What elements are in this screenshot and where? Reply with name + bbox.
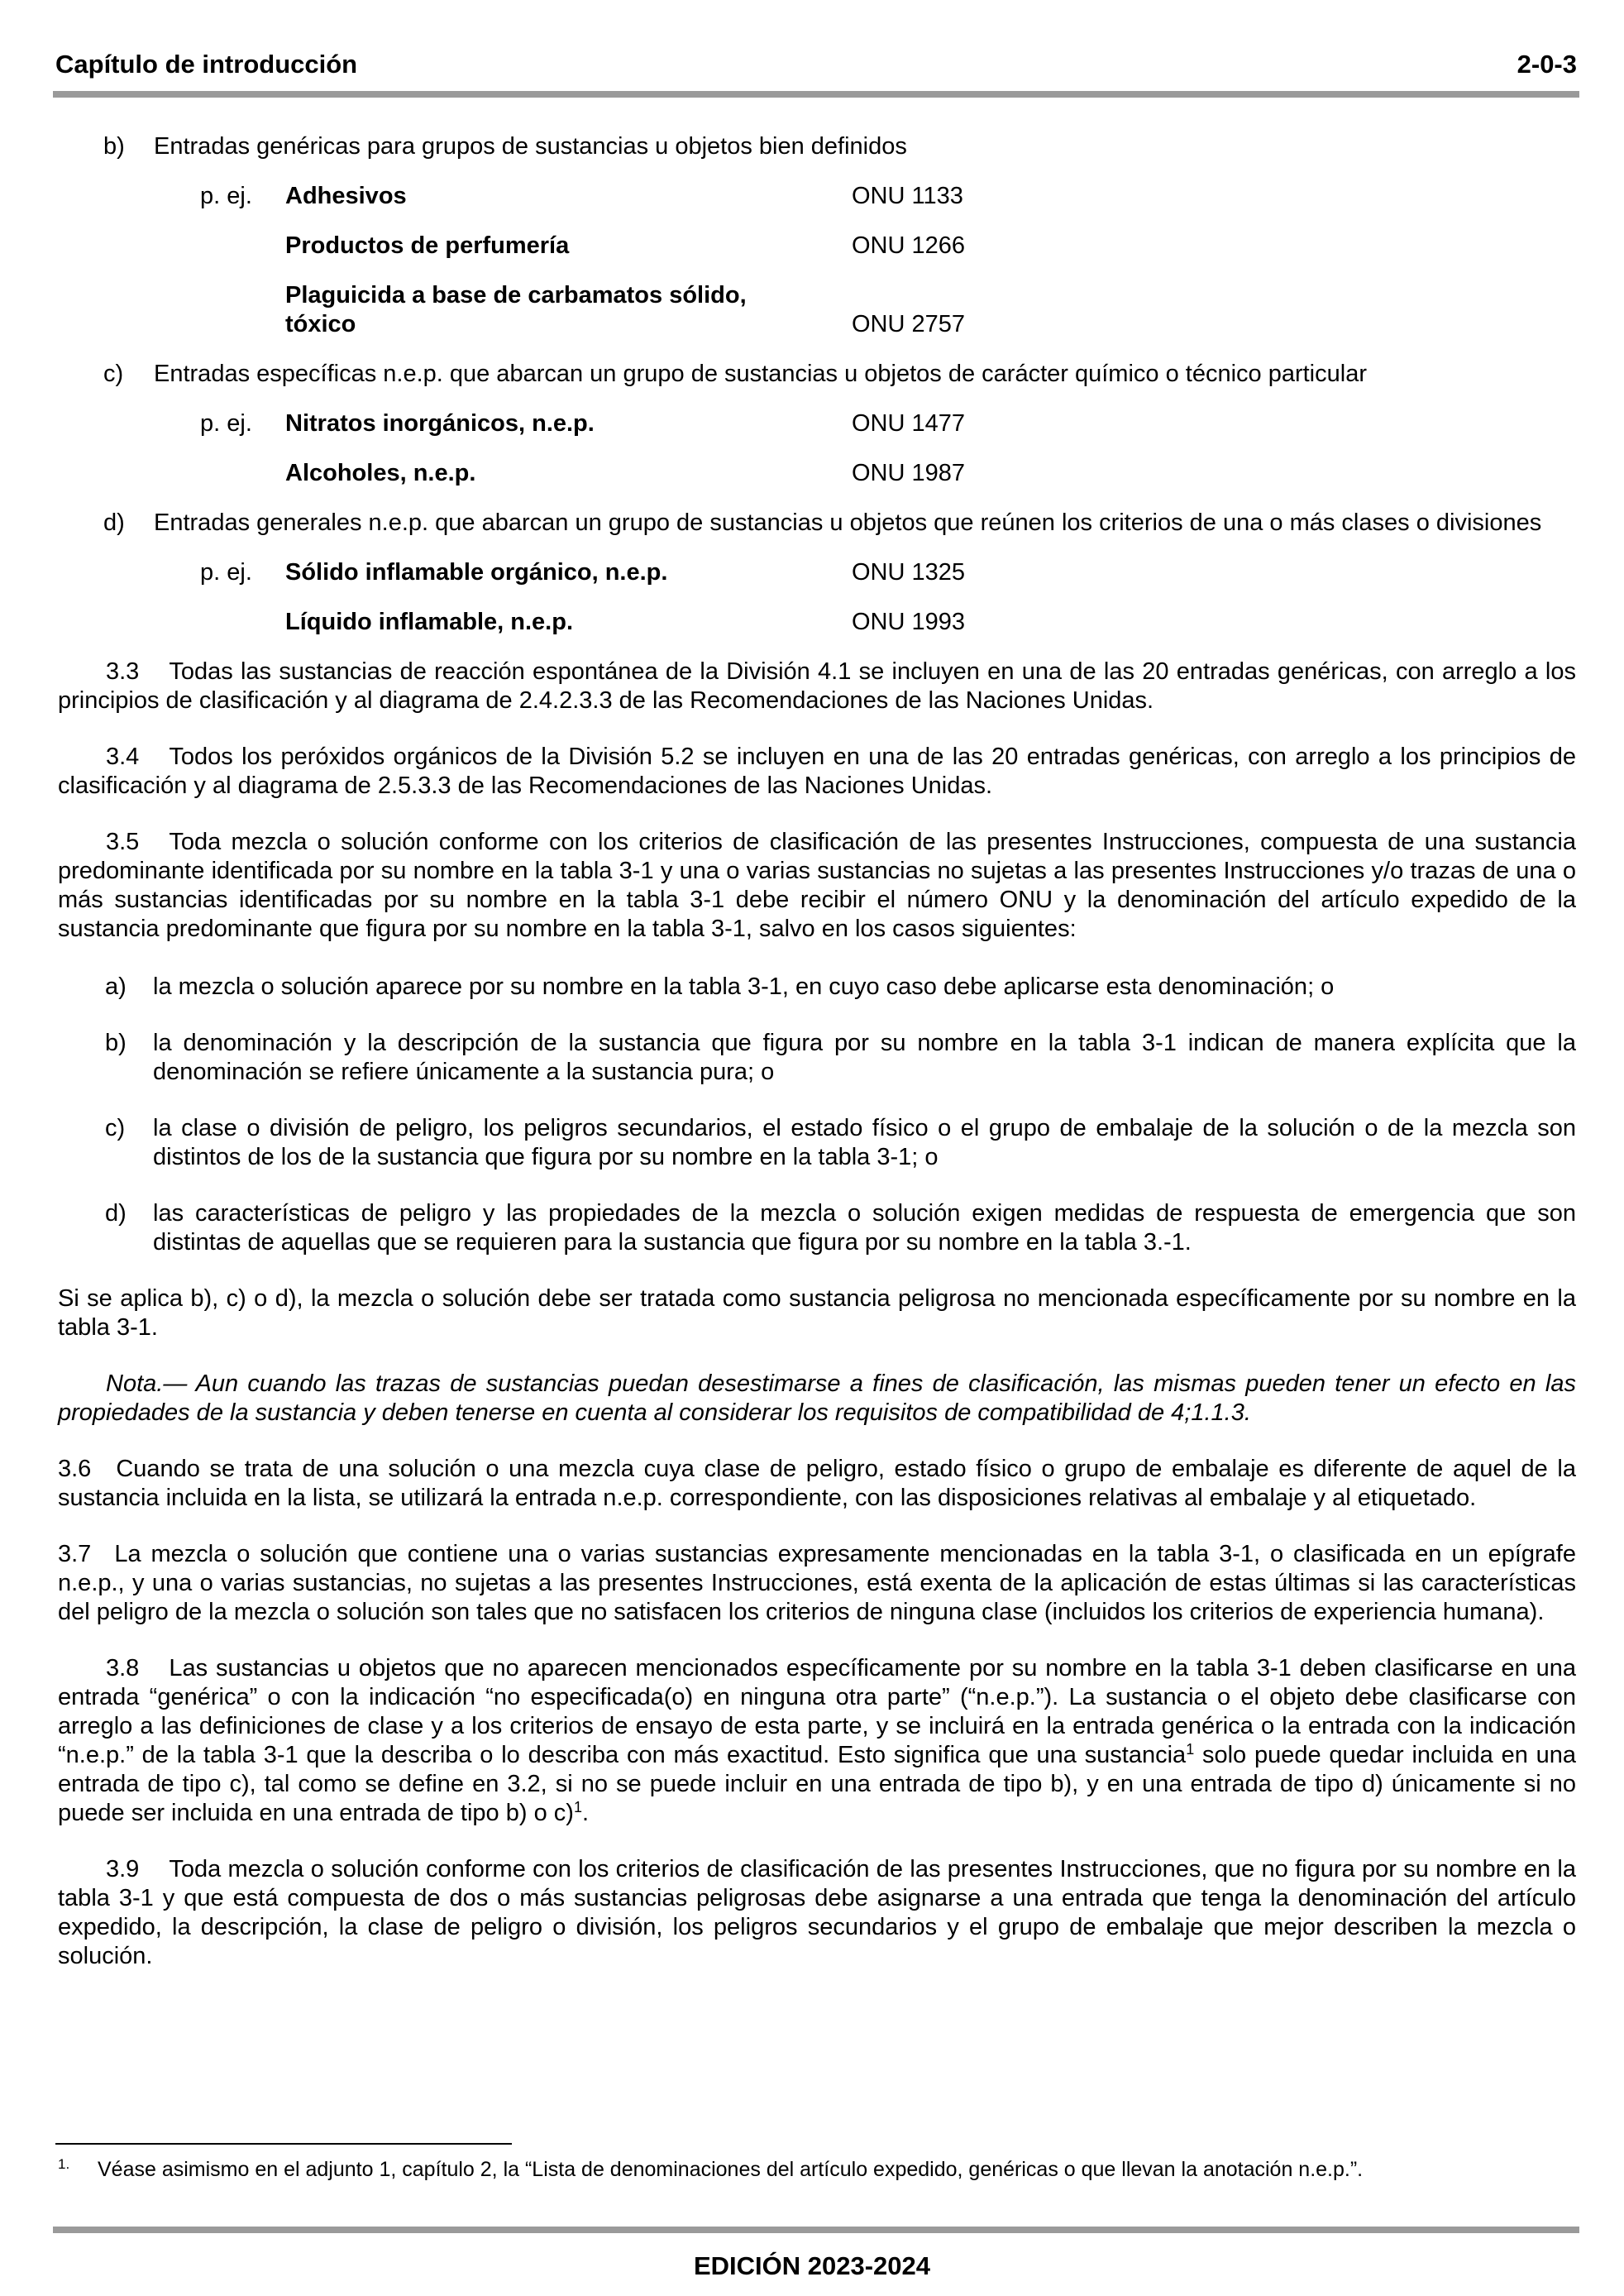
list-label: a) bbox=[105, 973, 127, 1000]
list-item-d bbox=[58, 509, 1576, 538]
paragraph-3-8 bbox=[58, 1654, 1576, 1828]
list-text: las características de peligro y las propiedades de la mezcla o solución exigen medidas de respuesta de emergencia que son distintas de aquellas que se requieren para la sustancia que figura por su nombre en la tabla 3.-1. bbox=[153, 1200, 1576, 1256]
header-rule bbox=[53, 91, 1579, 98]
paragraph-text: Toda mezcla o solución conforme con los criterios de clasificación de las presentes Instrucciones, que no figura por su nombre en la tabla 3-1 y que está compuesta de dos o más sustancias peligrosas debe asignarse a una entrada que tenga la denominación del artículo expedido, la descripción, la clase de peligro o división, los peligros secundarios y el grupo de embalaje que mejor describen la mezcla o solución. bbox=[58, 1856, 1576, 1969]
paragraph-number: 3.4 bbox=[106, 744, 140, 770]
example-row bbox=[58, 608, 1576, 637]
example-row bbox=[58, 232, 1576, 261]
example-label: p. ej. bbox=[200, 410, 252, 437]
list-label: d) bbox=[103, 509, 125, 536]
paragraph-text: . bbox=[581, 1800, 590, 1826]
example-label: p. ej. bbox=[200, 559, 252, 586]
un-number: ONU 2757 bbox=[852, 311, 966, 337]
list-text: Entradas generales n.e.p. que abarcan un grupo de sustancias u objetos que reúnen los criterios de una o más clases o divisiones bbox=[154, 509, 1542, 536]
paragraph-3-6 bbox=[58, 1455, 1576, 1513]
paragraph-text: Todas las sustancias de reacción espontánea de la División 4.1 se incluyen en una de las 20 entradas genéricas, con arreglo a los principios de clasificación y al diagrama de 2.4.2.3.3 de las Recomendaciones de las Naciones Unidas. bbox=[58, 658, 1576, 714]
paragraph-3-7 bbox=[58, 1540, 1576, 1627]
sub-item-c bbox=[58, 1114, 1576, 1172]
footnote-ref[interactable]: 1 bbox=[1186, 1741, 1195, 1758]
list-text: Entradas genéricas para grupos de sustancias u objetos bien definidos bbox=[154, 133, 907, 160]
example-row bbox=[58, 409, 1576, 438]
un-number: ONU 1987 bbox=[852, 460, 966, 486]
footnote-text: Véase asimismo en el adjunto 1, capítulo 2, la “Lista de denominaciones del artículo expedido, genéricas o que llevan la anotación n.e.p.”. bbox=[98, 2158, 1364, 2181]
list-item-b bbox=[58, 132, 1576, 161]
substance-name: Plaguicida a base de carbamatos sólido, tóxico bbox=[285, 282, 747, 337]
list-label: b) bbox=[105, 1030, 127, 1056]
example-label: p. ej. bbox=[200, 183, 252, 209]
chapter-title: Capítulo de introducción bbox=[55, 50, 358, 79]
substance-name: Productos de perfumería bbox=[285, 232, 570, 259]
paragraph-closing bbox=[58, 1284, 1576, 1342]
list-label: c) bbox=[105, 1115, 126, 1141]
paragraph-number: 3.7 bbox=[58, 1541, 92, 1567]
sub-item-d bbox=[58, 1199, 1576, 1257]
list-text: la clase o división de peligro, los peligros secundarios, el estado físico o el grupo de embalaje de la solución o de la mezcla son distintos de los de la sustancia que figura por su nombre en la tabla 3-1; o bbox=[153, 1115, 1576, 1170]
paragraph-text: La mezcla o solución que contiene una o varias sustancias expresamente mencionadas en la tabla 3-1, o clasificada en un epígrafe n.e.p., y una o varias sustancias, no sujetas a las presentes Instrucciones, está exenta de la aplicación de estas últimas si las características del peligro de la mezcla o solución son tales que no satisfacen los criterios de ninguna clase (incluidos los criterios de experiencia humana). bbox=[58, 1541, 1576, 1625]
footnote-separator bbox=[55, 2143, 512, 2145]
paragraph-text: Cuando se trata de una solución o una mezcla cuya clase de peligro, estado físico o grupo de embalaje es diferente de aquel de la sustancia incluida en la lista, se utilizará la entrada n.e.p. correspondiente, con las disposiciones relativas al embalaje y al etiquetado. bbox=[58, 1456, 1576, 1511]
un-number: ONU 1477 bbox=[852, 410, 966, 437]
substance-name: Adhesivos bbox=[285, 183, 407, 209]
substance-name: Sólido inflamable orgánico, n.e.p. bbox=[285, 559, 668, 586]
paragraph-3-9 bbox=[58, 1855, 1576, 1971]
note-text: Nota.— Aun cuando las trazas de sustancias puedan desestimarse a fines de clasificación, las mismas pueden tener un efecto en las propiedades de la sustancia y deben tenerse en cuenta al considerar los requisitos de compatibilidad de 4;1.1.3. bbox=[58, 1370, 1576, 1426]
paragraph-number: 3.3 bbox=[106, 658, 140, 685]
substance-name: Alcoholes, n.e.p. bbox=[285, 460, 476, 486]
paragraph-3-4 bbox=[58, 743, 1576, 801]
sub-item-b bbox=[58, 1029, 1576, 1087]
substance-name: Líquido inflamable, n.e.p. bbox=[285, 609, 574, 635]
example-row bbox=[58, 281, 1576, 339]
edition-footer: EDICIÓN 2023-2024 bbox=[693, 2251, 931, 2280]
paragraph-number: 3.6 bbox=[58, 1456, 92, 1482]
list-label: c) bbox=[103, 361, 124, 387]
list-label: d) bbox=[105, 1200, 127, 1227]
example-row bbox=[58, 459, 1576, 488]
sub-item-a bbox=[58, 973, 1576, 1002]
un-number: ONU 1325 bbox=[852, 559, 966, 586]
paragraph-3-5 bbox=[58, 828, 1576, 944]
un-number: ONU 1266 bbox=[852, 232, 966, 259]
example-row bbox=[58, 182, 1576, 211]
paragraph-number: 3.9 bbox=[106, 1856, 140, 1882]
footnote: 1. Véase asimismo en el adjunto 1, capítulo 2, la “Lista de denominaciones del artículo expedido, genéricas o que llevan la anotación n.e.p.”. bbox=[58, 2156, 1364, 2181]
example-row bbox=[58, 558, 1576, 587]
un-number: ONU 1993 bbox=[852, 609, 966, 635]
page-number: 2-0-3 bbox=[1517, 50, 1577, 79]
footer-rule bbox=[53, 2227, 1579, 2233]
list-text: la mezcla o solución aparece por su nombre en la tabla 3-1, en cuyo caso debe aplicarse esta denominación; o bbox=[153, 973, 1335, 1000]
paragraph-text: Toda mezcla o solución conforme con los criterios de clasificación de las presentes Instrucciones, compuesta de una sustancia predominante identificada por su nombre en la tabla 3-1 y una o varias sustancias no sujetas a las presentes Instrucciones y/o trazas de una o más sustancias identificadas por su nombre en la tabla 3-1 debe recibir el número ONU y la denominación del artículo expedido de la sustancia predominante que figura por su nombre en la tabla 3-1, salvo en los casos siguientes: bbox=[58, 829, 1576, 942]
paragraph-text: solo puede quedar incluida en una entrada de tipo c), tal como se define en 3.2, si no se puede incluir en una entrada de tipo b), y en una entrada de tipo d) únicamente si no puede ser incluida en una entrada de tipo b) o c) bbox=[58, 1742, 1577, 1826]
note-paragraph bbox=[58, 1370, 1576, 1428]
page-body bbox=[58, 132, 1576, 1971]
list-text: Entradas específicas n.e.p. que abarcan un grupo de sustancias u objetos de carácter químico o técnico particular bbox=[154, 361, 1367, 387]
paragraph-text: Si se aplica b), c) o d), la mezcla o solución debe ser tratada como sustancia peligrosa no mencionada específicamente por su nombre en la tabla 3-1. bbox=[58, 1285, 1576, 1341]
paragraph-number: 3.5 bbox=[106, 829, 140, 855]
paragraph-3-3 bbox=[58, 658, 1576, 715]
substance-name: Nitratos inorgánicos, n.e.p. bbox=[285, 410, 595, 437]
list-text: la denominación y la descripción de la sustancia que figura por su nombre en la tabla 3-1 indican de manera explícita que la denominación se refiere únicamente a la sustancia pura; o bbox=[153, 1030, 1576, 1085]
list-label: b) bbox=[103, 133, 125, 160]
paragraph-number: 3.8 bbox=[106, 1655, 140, 1681]
paragraph-text: Todos los peróxidos orgánicos de la División 5.2 se incluyen en una de las 20 entradas genéricas, con arreglo a los principios de clasificación y al diagrama de 2.5.3.3 de las Recomendaciones de las Naciones Unidas. bbox=[58, 744, 1576, 799]
footnote-ref[interactable]: 1 bbox=[573, 1799, 582, 1815]
un-number: ONU 1133 bbox=[852, 183, 963, 209]
page-header bbox=[55, 48, 1577, 81]
paragraph-text: Las sustancias u objetos que no aparecen mencionados específicamente por su nombre en la tabla 3-1 deben clasificarse en una entrada “genérica” o con la indicación “no especificada(o) en ninguna otra parte” (“n.e.p.”). La sustancia o el objeto debe clasificarse con arreglo a las definiciones de clase y a los criterios de ensayo de esta parte, y se incluirá en la entrada genérica o la entrada con la indicación “n.e.p.” de la tabla 3-1 que la describa o lo describa con más exactitud. Esto significa que una sustancia bbox=[58, 1655, 1576, 1768]
list-item-c bbox=[58, 360, 1576, 389]
